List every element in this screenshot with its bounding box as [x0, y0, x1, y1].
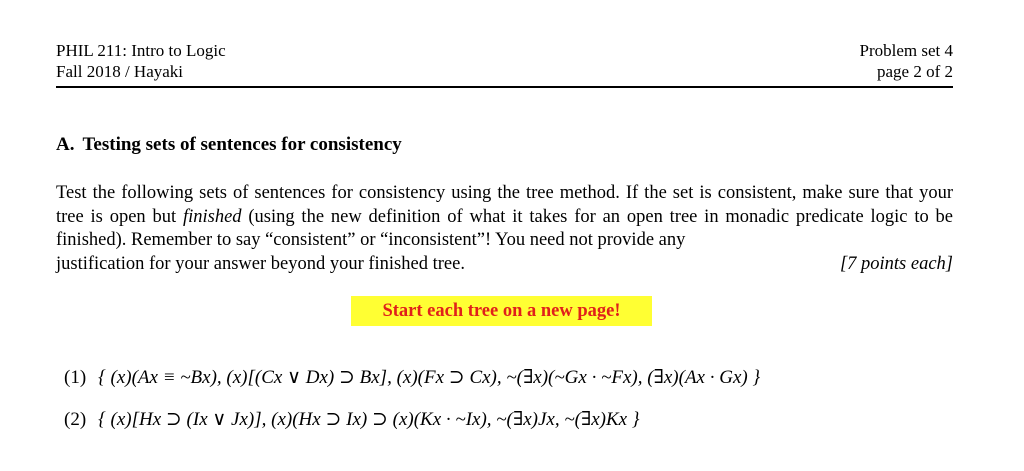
problem-set-label: Problem set 4	[859, 41, 953, 60]
problem-item	[64, 408, 639, 432]
page-number: page 2 of 2	[876, 62, 953, 81]
problem-sentences: { (x)(Ax ≡ ~Bx), (x)[(Cx ∨ Dx) ⊃ Bx], (x)(Fx ⊃ Cx), ~(∃x)(~Gx · ~Fx), (∃x)(Ax · Gx) }	[98, 367, 761, 388]
instructions-paragraph	[56, 182, 953, 276]
banner-text: Start each tree on a new page!	[382, 300, 621, 321]
problem-label: (1)	[64, 367, 87, 388]
term-instructor: Fall 2018 / Hayaki	[56, 62, 184, 81]
section-title: Testing sets of sentences for consistency	[82, 134, 402, 155]
header-left	[56, 40, 226, 82]
instructions-part1: Test the following sets of sentences for consistency using the tree method. If the set is consistent, make sure that your tree is open but	[56, 183, 953, 227]
problem-label: (2)	[64, 409, 87, 430]
instructions-last-line	[56, 253, 953, 277]
instructions-emphasis: finished	[182, 206, 242, 227]
header-right	[860, 40, 954, 82]
highlight-banner	[351, 296, 652, 326]
instructions-final-text: justification for your answer beyond your finished tree.	[56, 253, 465, 274]
page-header	[56, 40, 953, 88]
course-title: PHIL 211: Intro to Logic	[56, 41, 226, 60]
section-number: A.	[56, 134, 75, 155]
problem-item	[64, 366, 760, 390]
problem-sentences: { (x)[Hx ⊃ (Ix ∨ Jx)], (x)(Hx ⊃ Ix) ⊃ (x)(Kx · ~Ix), ~(∃x)Jx, ~(∃x)Kx }	[98, 409, 640, 430]
points-note: [7 points each]	[839, 253, 953, 274]
instructions-part2: (using the new definition of what it takes for an open tree in monadic predicate logic to be finished). Remember to say “consistent” or “inconsistent”! You need not provide any	[56, 206, 954, 250]
section-heading	[56, 133, 402, 157]
